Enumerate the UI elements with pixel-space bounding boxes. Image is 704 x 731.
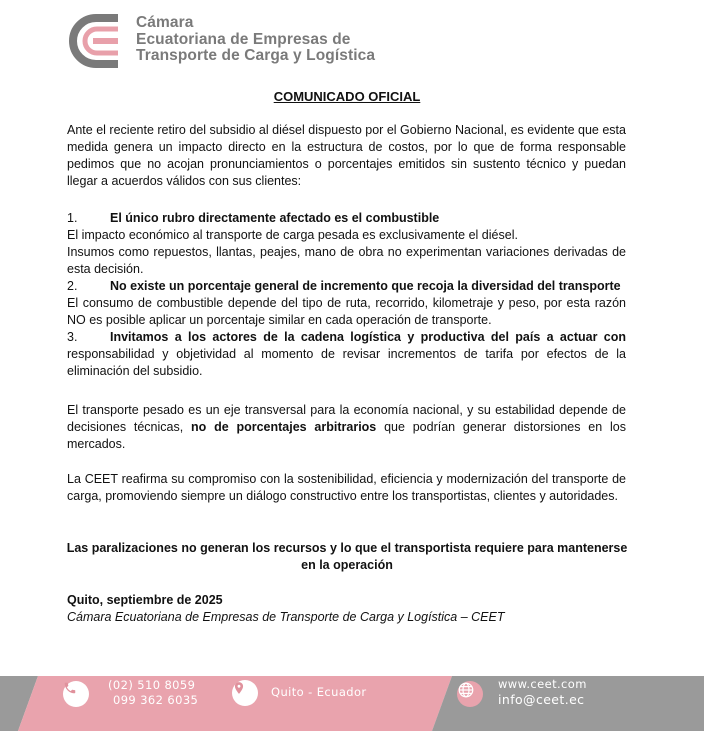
point-heading-text: No existe un porcentaje general de incremento que recoja la diversidad del transporte — [110, 279, 621, 293]
footer-website-link[interactable]: www.ceet.com — [498, 677, 587, 691]
point-heading-text: El único rubro directamente afectado es el combustible — [110, 211, 440, 225]
signature-organization: Cámara Ecuatoriana de Empresas de Transporte de Carga y Logística – CEET — [67, 610, 505, 624]
letterhead — [66, 12, 406, 70]
organization-name — [136, 15, 375, 65]
footer-email-link[interactable]: info@ceet.ec — [498, 692, 585, 707]
footer-phone-2[interactable]: 099 362 6035 — [113, 693, 199, 707]
footer-band — [0, 676, 704, 731]
transport-paragraph — [67, 402, 626, 453]
point-heading — [67, 210, 626, 227]
text-span: El transporte pesado es un eje transversal para la economía nacional, y su estabilidad depende de decisiones técnicas, — [67, 403, 626, 434]
ceet-paragraph — [67, 471, 626, 505]
signature-date: Quito, septiembre de 2025 — [67, 593, 223, 607]
point-number: 3. — [67, 330, 78, 344]
intro-text: Ante el reciente retiro del subsidio al diésel dispuesto por el Gobierno Nacional, es evidente que esta medida genera un impacto directo en la estructura de costos, por lo que de forma responsable pedimos que no acojan pronunciamientos o porcentajes emitidos sin sustento técnico y puedan llegar a acuerdos válidos con sus clientes: — [67, 123, 626, 188]
point-number: 1. — [67, 211, 78, 225]
text-span: que podrían generar distorsiones en los mercados. — [67, 420, 626, 451]
intro-paragraph — [67, 122, 626, 190]
document-title: COMUNICADO OFICIAL — [273, 89, 421, 104]
transport-text — [67, 402, 626, 453]
closing-line: en la operación — [301, 558, 393, 572]
point-heading-text: Invitamos a los actores de la cadena logística y productiva del país a actuar con — [110, 330, 626, 344]
globe-icon — [457, 681, 483, 707]
numbered-points — [67, 210, 626, 380]
point-heading — [67, 278, 626, 295]
footer-phone-1[interactable]: (02) 510 8059 — [108, 678, 196, 692]
location-pin-icon — [232, 680, 258, 706]
point-line: El impacto económico al transporte de carga pesada es exclusivamente el diésel. — [67, 228, 518, 242]
org-name-line: Cámara — [136, 14, 194, 31]
emphasis-text: no de porcentajes arbitrarios — [191, 420, 377, 434]
org-name-line: Ecuatoriana de Empresas de — [136, 30, 351, 48]
signature-block — [67, 592, 504, 626]
point-heading — [67, 329, 626, 380]
point-line: El consumo de combustible depende del tipo de ruta, recorrido, kilometraje y peso, por esta razón NO es posible aplicar un porcentaje similar en cada operación de transporte. — [67, 296, 626, 327]
closing-line: Las paralizaciones no generan los recursos y lo que el transportista requiere para mantenerse — [66, 541, 628, 555]
ceet-logo-icon — [66, 12, 128, 70]
point-number: 2. — [67, 279, 78, 293]
org-name-line: Transporte de Carga y Logística — [136, 47, 376, 64]
ceet-text: La CEET reafirma su compromiso con la sostenibilidad, eficiencia y modernización del transporte de carga, promoviendo siempre un diálogo constructivo entre los transportistas, clientes y autoridades. — [67, 472, 626, 503]
phone-icon — [63, 681, 89, 707]
closing-statement — [60, 540, 634, 574]
footer-location: Quito - Ecuador — [271, 685, 367, 699]
point-tail-text: responsabilidad y objetividad al momento de revisar incrementos de tarifa por efectos de la eliminación del subsidio. — [67, 347, 626, 378]
point-line: Insumos como repuestos, llantas, peajes, mano de obra no experimentan variaciones derivadas de esta decisión. — [67, 245, 626, 276]
